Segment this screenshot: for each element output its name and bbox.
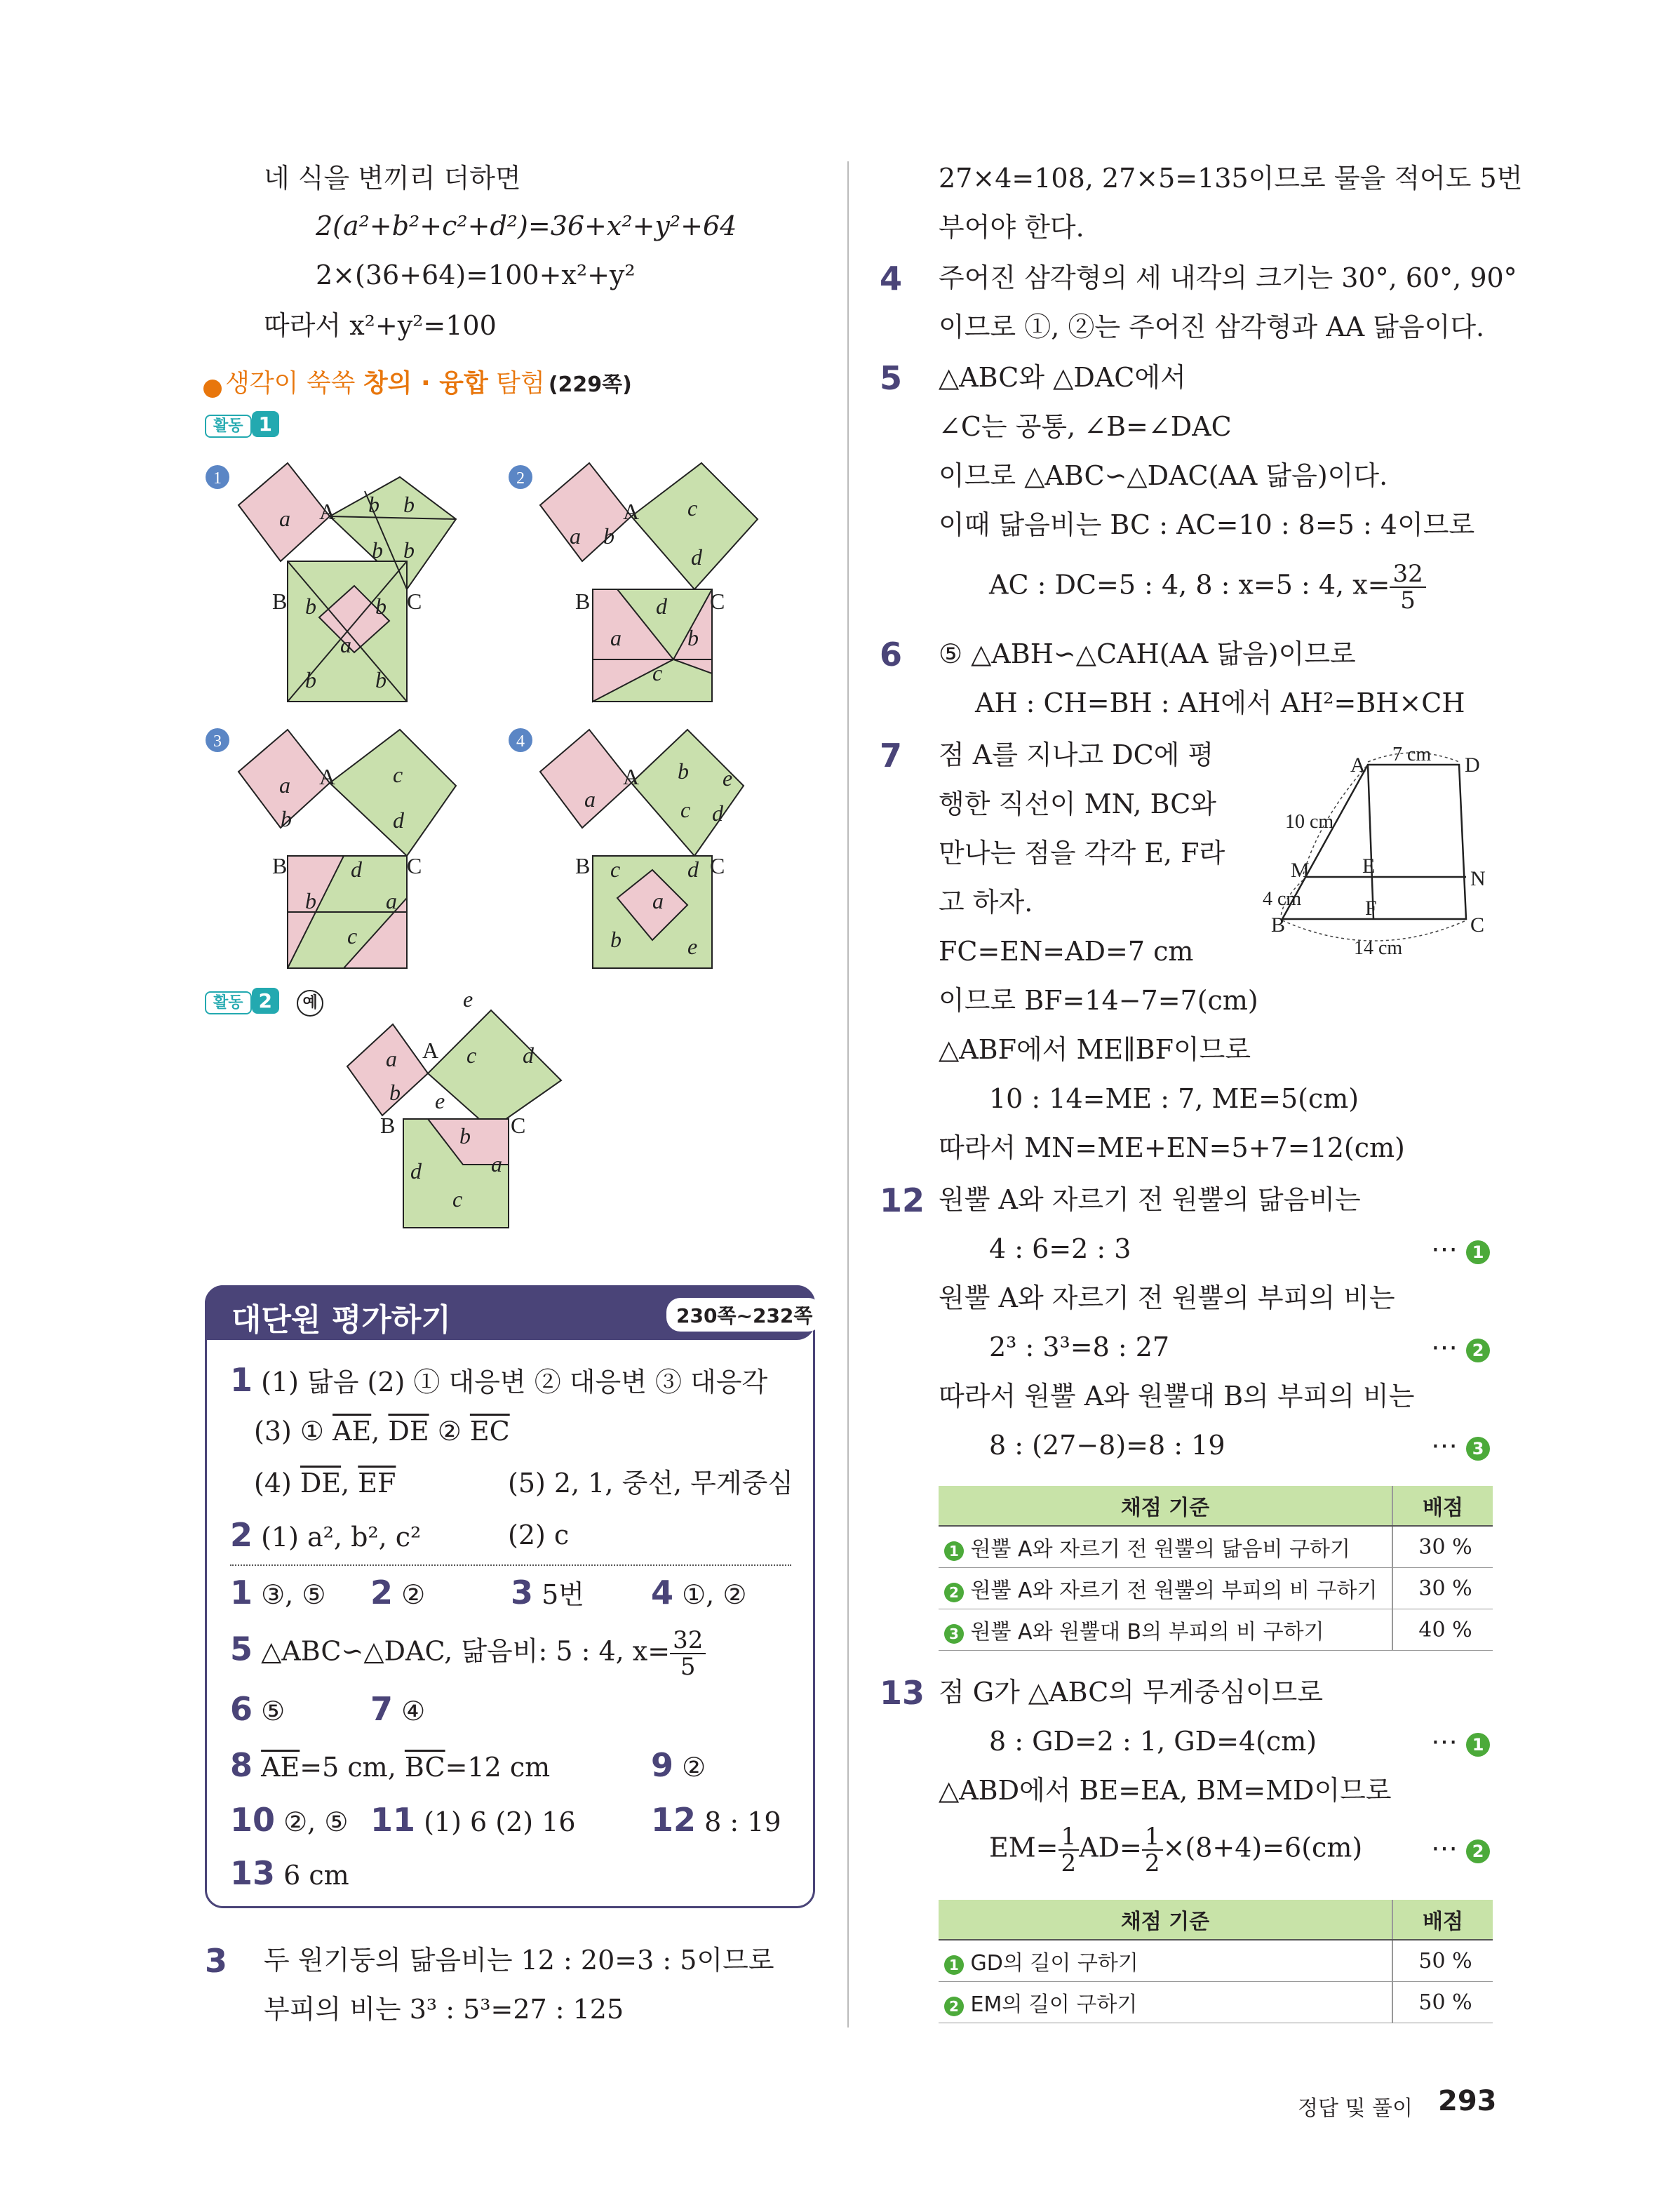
q12-line3: 원뿔 A와 자르기 전 원뿔의 부피의 비는 — [939, 1282, 1395, 1313]
review-title: 대단원 평가하기 — [231, 1302, 451, 1338]
fig-number-3 — [206, 728, 229, 752]
question-12-number: 12 — [880, 1181, 925, 1219]
table-row: 2 EM의 길이 구하기 50 % — [939, 1982, 1493, 2023]
q13-step-1: ⋯ 1 — [1431, 1726, 1490, 1757]
svg-text:A: A — [623, 764, 640, 789]
svg-text:d: d — [656, 594, 667, 619]
svg-text:c: c — [687, 495, 698, 521]
question-3-line2: 부피의 비는 3³ : 5³=27 : 125 — [264, 1994, 624, 2025]
svg-text:c: c — [652, 660, 663, 685]
svg-text:A: A — [422, 1038, 439, 1063]
badge-num: 2 — [252, 988, 279, 1014]
q5-line3: 이므로 △ABC∽△DAC(AA 닮음)이다. — [939, 460, 1388, 491]
svg-text:2: 2 — [516, 469, 525, 488]
svg-text:M: M — [1291, 859, 1310, 882]
svg-text:a: a — [386, 888, 397, 913]
q4-line1: 주어진 삼각형의 세 내각의 크기는 30°, 60°, 90° — [939, 262, 1517, 293]
svg-text:D: D — [1465, 753, 1480, 777]
section-heading — [203, 363, 632, 399]
svg-text:1: 1 — [213, 469, 222, 488]
question-13-number: 13 — [880, 1674, 925, 1712]
question-4-number: 4 — [880, 260, 903, 297]
badge-num: 1 — [252, 411, 279, 437]
q7-line6: 이므로 BF=14−7=7(cm) — [939, 985, 1258, 1016]
q12-step-2: ⋯ 2 — [1431, 1332, 1490, 1362]
equation: 2×(36+64)=100+x²+y² — [316, 260, 636, 290]
pythagoras-figures — [196, 449, 870, 1249]
answer-4: 4 ①, ② — [651, 1574, 747, 1611]
q7-line1: 점 A를 지나고 DC에 평 — [939, 739, 1214, 770]
svg-text:C: C — [710, 853, 725, 878]
svg-text:c: c — [680, 797, 691, 822]
figure-4 — [540, 730, 744, 968]
text-line: 네 식을 변끼리 더하면 — [264, 163, 521, 194]
svg-text:c: c — [610, 857, 621, 882]
svg-text:c: c — [393, 762, 403, 787]
svg-text:a: a — [610, 625, 622, 650]
r0-line1: 27×4=108, 27×5=135이므로 물을 적어도 5번 — [939, 163, 1523, 194]
svg-text:b: b — [459, 1123, 471, 1148]
scoring-table-12: 채점 기준 배점 1 원뿔 A와 자르기 전 원뿔의 닮음비 구하기 30 % 2 원뿔 A와 자르기 전 원뿔의 부피의 비 구하기 30 % 3 원뿔 A와 원뿔대 B의 부피의 비 구하기 40 % — [939, 1486, 1493, 1651]
q7-line4: 고 하자. — [939, 887, 1033, 918]
svg-text:b: b — [603, 523, 614, 549]
section-title-b: 창의 · 융합 — [363, 369, 488, 398]
fig-number-4 — [509, 728, 532, 752]
svg-text:b: b — [281, 806, 292, 831]
svg-text:a: a — [584, 786, 596, 812]
review-row-2: 2 (1) a², b², c² (2) c — [230, 1516, 570, 1554]
svg-text:A: A — [319, 499, 336, 524]
svg-text:14 cm: 14 cm — [1354, 937, 1403, 959]
svg-text:a: a — [491, 1151, 502, 1177]
svg-text:C: C — [1470, 913, 1485, 937]
svg-text:C: C — [511, 1113, 526, 1138]
r1a: (1) 닮음 (2) ① 대응변 ② 대응변 ③ 대응각 — [261, 1367, 768, 1397]
q12-step-1: ⋯ 1 — [1431, 1233, 1490, 1264]
activity-2-badge — [205, 989, 323, 1017]
svg-text:3: 3 — [213, 732, 222, 751]
svg-text:a: a — [570, 523, 581, 549]
q7-line8: 10 : 14=ME : 7, ME=5(cm) — [989, 1083, 1359, 1114]
q12-line2: 4 : 6=2 : 3 — [989, 1233, 1131, 1264]
review-dashed-divider — [230, 1564, 791, 1566]
svg-text:d: d — [712, 800, 723, 826]
r0-line2: 부어야 한다. — [939, 212, 1084, 243]
trapezoid-figure — [1263, 737, 1501, 961]
answer-10: 10 ②, ⑤ — [230, 1801, 349, 1839]
table-row: 1 GD의 길이 구하기 50 % — [939, 1940, 1493, 1982]
svg-text:C: C — [407, 853, 422, 878]
svg-text:d: d — [687, 857, 699, 882]
svg-text:B: B — [380, 1113, 396, 1138]
review-row-1c: (4) $\overline{DE}$, $\overline{EF}$ (5) 2, 1, 중선, 무게중심 — [254, 1468, 793, 1499]
q12-line1: 원뿔 A와 자르기 전 원뿔의 닮음비는 — [939, 1184, 1361, 1215]
q5-line5: AC : DC=5 : 4, 8 : x=5 : 4, x= $\frac{32}{5}$ — [989, 561, 1426, 613]
table-row: 2 원뿔 A와 자르기 전 원뿔의 부피의 비 구하기 30 % — [939, 1568, 1493, 1609]
svg-text:C: C — [407, 589, 422, 614]
svg-text:B: B — [272, 853, 288, 878]
section-page: (229쪽) — [548, 373, 632, 397]
q12-step-3: ⋯ 3 — [1431, 1430, 1490, 1461]
question-7-number: 7 — [880, 737, 903, 775]
answer-8: 8 $\overline{AE}=5$ cm, $\overline{BC}=12$ cm — [230, 1746, 551, 1784]
svg-text:F: F — [1365, 897, 1377, 920]
svg-text:c: c — [347, 923, 358, 949]
q12-line6: 8 : (27−8)=8 : 19 — [989, 1430, 1225, 1461]
svg-text:d: d — [410, 1158, 422, 1184]
question-3-line1: 두 원기둥의 닮음비는 12 : 20=3 : 5이므로 — [264, 1945, 774, 1976]
svg-text:a: a — [386, 1046, 397, 1071]
answer-9: 9 ② — [651, 1746, 706, 1784]
q7-line2: 행한 직선이 MN, BC와 — [939, 789, 1216, 819]
q13-line4: EM= $\frac{1}{2}$ AD= $\frac{1}{2}$ ×(8+4)=6(cm) — [989, 1823, 1363, 1877]
svg-text:b: b — [687, 625, 699, 650]
q7-line9: 따라서 MN=ME+EN=5+7=12(cm) — [939, 1132, 1405, 1163]
q13-step-2: ⋯ 2 — [1431, 1832, 1490, 1863]
example-mark: 예 — [297, 990, 323, 1017]
badge-label: 활동 — [205, 991, 252, 1014]
svg-text:b: b — [305, 888, 316, 913]
page-number: 293 — [1438, 2085, 1497, 2117]
svg-text:B: B — [1271, 913, 1286, 937]
svg-text:B: B — [575, 589, 591, 614]
svg-text:C: C — [710, 589, 725, 614]
q12-line4: 2³ : 3³=8 : 27 — [989, 1332, 1170, 1362]
question-3-number: 3 — [205, 1942, 228, 1980]
svg-text:b: b — [375, 667, 387, 692]
svg-text:b: b — [678, 758, 689, 784]
svg-text:4 cm: 4 cm — [1263, 888, 1302, 910]
svg-text:E: E — [1362, 854, 1376, 878]
q13-line2: 8 : GD=2 : 1, GD=4(cm) — [989, 1726, 1317, 1757]
svg-text:b: b — [372, 537, 383, 563]
svg-text:A: A — [623, 499, 640, 524]
q5-line4: 이때 닮음비는 BC : AC=10 : 8=5 : 4이므로 — [939, 509, 1475, 540]
svg-text:d: d — [523, 1043, 534, 1068]
svg-text:b: b — [403, 492, 415, 517]
q13-line1: 점 G가 △ABC의 무게중심이므로 — [939, 1677, 1324, 1708]
answer-2: 2 ② — [370, 1574, 426, 1611]
review-pages: 230쪽~232쪽 — [666, 1298, 822, 1332]
q12-line5: 따라서 원뿔 A와 원뿔대 B의 부피의 비는 — [939, 1381, 1415, 1412]
table-row: 3 원뿔 A와 원뿔대 B의 부피의 비 구하기 40 % — [939, 1609, 1493, 1651]
footer-label: 정답 및 풀이 — [1298, 2096, 1413, 2121]
answer-11: 11 (1) 6 (2) 16 — [370, 1801, 576, 1839]
svg-text:e: e — [463, 986, 473, 1012]
svg-text:10 cm: 10 cm — [1285, 811, 1334, 833]
scoring-table-13: 채점 기준 배점 1 GD의 길이 구하기 50 % 2 EM의 길이 구하기 50 % — [939, 1900, 1493, 2023]
svg-text:a: a — [340, 632, 351, 657]
svg-text:B: B — [575, 853, 591, 878]
svg-text:b: b — [305, 667, 316, 692]
svg-text:c: c — [466, 1043, 477, 1068]
q6-line2: AH : CH=BH : AH에서 AH²=BH×CH — [975, 688, 1465, 718]
badge-label: 활동 — [205, 415, 252, 438]
svg-text:b: b — [403, 537, 415, 563]
svg-text:d: d — [351, 857, 362, 882]
answer-13: 13 6 cm — [230, 1854, 349, 1892]
section-title-a: 생각이 쑥쑥 — [225, 369, 363, 398]
review-row-1: 1 (1) 닮음 (2) ① 대응변 ② 대응변 ③ 대응각 — [230, 1361, 768, 1399]
bullet-icon — [203, 380, 222, 398]
fig-number-2 — [509, 465, 532, 489]
answer-5: 5 △ABC∽△DAC, 닮음비: 5 : 4, x= $\frac{32}{5}$ — [230, 1628, 706, 1680]
svg-text:d: d — [691, 544, 702, 570]
q6-line1: ⑤ △ABH∽△CAH(AA 닮음)이므로 — [939, 638, 1356, 669]
svg-text:b: b — [375, 594, 387, 619]
text-line: 따라서 x²+y²=100 — [264, 310, 497, 341]
table-row: 1 원뿔 A와 자르기 전 원뿔의 닮음비 구하기 30 % — [939, 1526, 1493, 1568]
svg-text:A: A — [319, 764, 336, 789]
svg-text:B: B — [272, 589, 288, 614]
equation: 2(a²+b²+c²+d²)=36+x²+y²+64 — [316, 210, 737, 241]
svg-text:a: a — [279, 772, 290, 798]
svg-text:b: b — [389, 1080, 401, 1105]
svg-text:A: A — [1350, 753, 1366, 777]
svg-text:e: e — [435, 1088, 445, 1113]
q7-line5: FC=EN=AD=7 cm — [939, 936, 1194, 967]
answer-1: 1 ③, ⑤ — [230, 1574, 326, 1611]
svg-text:a: a — [652, 888, 664, 913]
answer-12: 12 8 : 19 — [651, 1801, 781, 1839]
svg-text:d: d — [393, 807, 404, 833]
svg-text:N: N — [1470, 867, 1486, 890]
svg-text:7 cm: 7 cm — [1392, 744, 1432, 765]
question-5-number: 5 — [880, 359, 903, 397]
q5-line2: ∠C는 공통, ∠B=∠DAC — [939, 411, 1232, 442]
svg-text:e: e — [723, 765, 733, 791]
section-title-c: 탐험 — [488, 369, 545, 398]
question-6-number: 6 — [880, 636, 903, 673]
q7-line3: 만나는 점을 각각 E, F라 — [939, 838, 1225, 869]
svg-text:b: b — [305, 594, 316, 619]
q7-line7: △ABF에서 ME∥BF이므로 — [939, 1034, 1251, 1065]
svg-text:4: 4 — [516, 732, 525, 751]
review-row-1b: (3) ① $\overline{AE}$, $\overline{DE}$ ② $\overline{EC}$ — [254, 1416, 510, 1447]
q5-line1: △ABC와 △DAC에서 — [939, 362, 1186, 393]
answer-7: 7 ④ — [370, 1690, 426, 1728]
svg-text:c: c — [452, 1186, 463, 1212]
q13-line3: △ABD에서 BE=EA, BM=MD이므로 — [939, 1775, 1392, 1806]
svg-text:e: e — [687, 934, 698, 959]
svg-text:b: b — [368, 492, 379, 517]
svg-text:a: a — [279, 506, 290, 531]
answer-3: 3 5번 — [511, 1574, 584, 1611]
q4-line2: 이므로 ①, ②는 주어진 삼각형과 AA 닮음이다. — [939, 311, 1485, 342]
figure-1 — [238, 463, 456, 702]
activity-1-badge — [205, 413, 279, 436]
answer-6: 6 ⑤ — [230, 1690, 285, 1728]
figure-2 — [540, 463, 758, 702]
fig-number-1 — [206, 465, 229, 489]
svg-text:b: b — [610, 927, 622, 952]
